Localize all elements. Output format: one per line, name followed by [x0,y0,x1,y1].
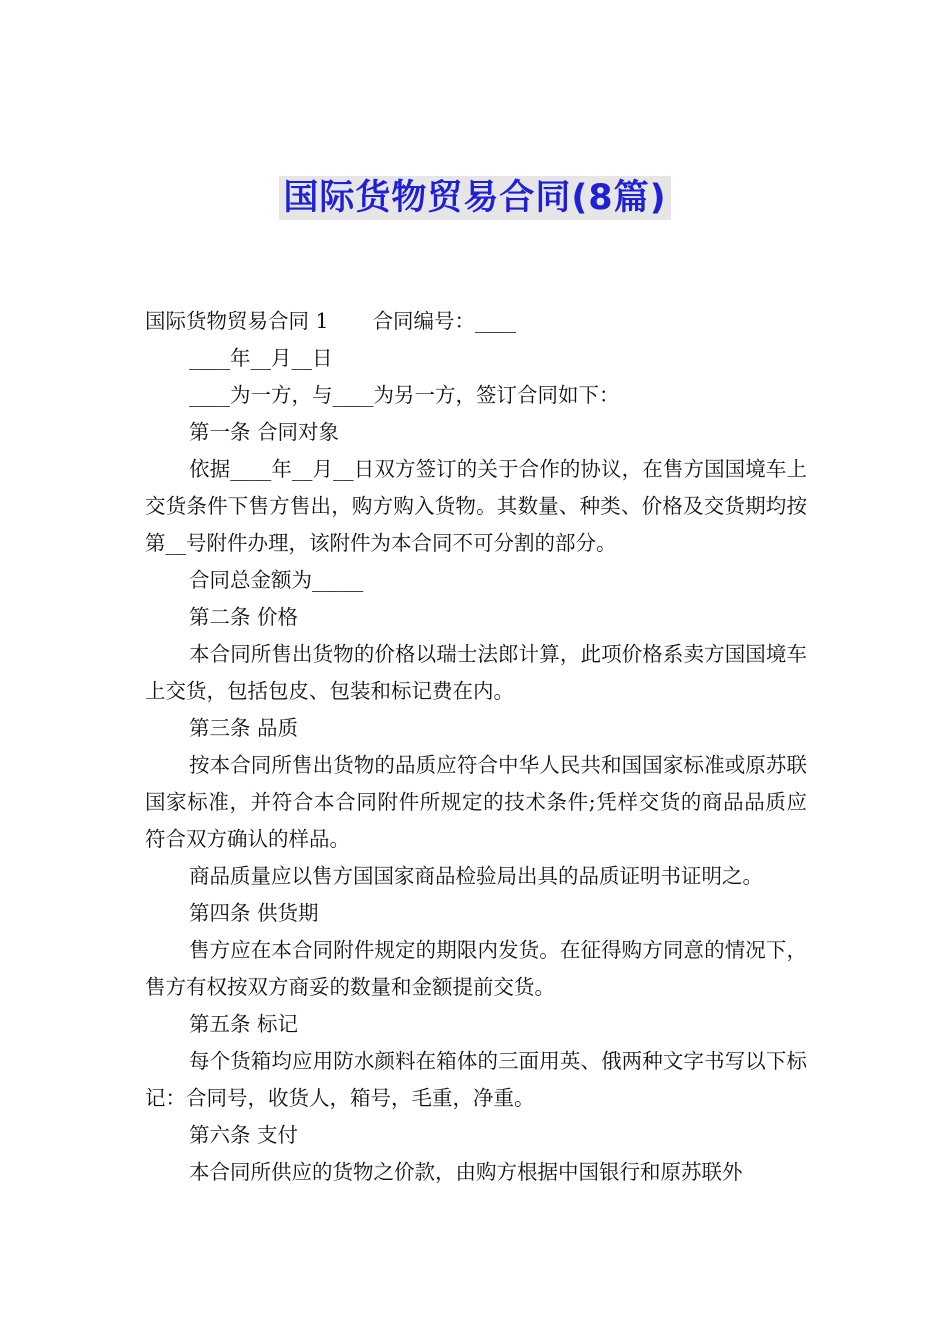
article-5-body: 每个货箱均应用防水颜料在箱体的三面用英、俄两种文字书写以下标记：合同号，收货人，箱号，毛重，净重。 [145,1049,807,1110]
article-3-body: 按本合同所售出货物的品质应符合中华人民共和国国家标准或原苏联国家标准，并符合本合同附件所规定的技术条件;凭样交货的商品品质应符合双方确认的样品。 [145,753,807,851]
paragraph-date: ____年__月__日 [189,346,333,370]
article-4-body: 售方应在本合同附件规定的期限内发货。在征得购方同意的情况下，售方有权按双方商妥的数量和金额提前交货。 [145,938,807,999]
article-1-body: 依据____年__月__日双方签订的关于合作的协议，在售方国国境车上交货条件下售方售出，购方购入货物。其数量、种类、价格及交货期均按第__号附件办理，该附件为本合同不可分割的部分。 [145,457,807,555]
article-3-quality-note: 商品质量应以售方国国家商品检验局出具的品质证明书证明之。 [189,864,763,888]
article-6-heading: 第六条 支付 [189,1123,299,1147]
article-5-heading: 第五条 标记 [189,1012,299,1036]
document-body [145,303,807,1191]
paragraph-parties: ____为一方，与____为另一方，签订合同如下： [189,383,620,407]
article-2-body: 本合同所售出货物的价格以瑞士法郎计算，此项价格系卖方国国境车上交货，包括包皮、包装和标记费在内。 [145,642,807,703]
total-amount: 合同总金额为_____ [189,568,364,592]
document-title: 国际货物贸易合同(8篇) [279,176,670,220]
article-1-heading: 第一条 合同对象 [189,420,340,444]
first-line [145,303,807,340]
article-4-heading: 第四条 供货期 [189,901,319,925]
contract-heading: 国际货物贸易合同 1 [145,309,329,333]
article-2-heading: 第二条 价格 [189,605,299,629]
article-3-heading: 第三条 品质 [189,716,299,740]
title-container [0,176,950,220]
article-6-body: 本合同所供应的货物之价款，由购方根据中国银行和原苏联外 [189,1160,743,1184]
contract-number: 合同编号：____ [372,309,517,333]
